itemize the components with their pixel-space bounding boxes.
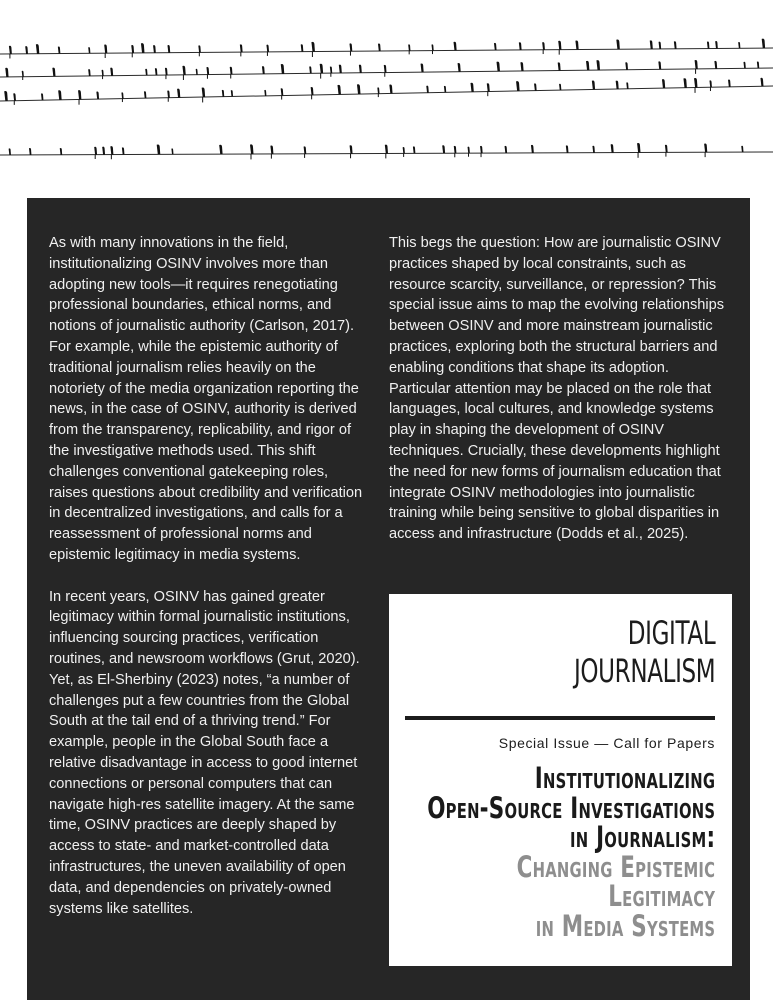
bird-silhouette [206,67,209,75]
journal-name-line-2: JOURNALISM [573,652,715,690]
wire-line [0,86,773,101]
bird-silhouette [78,90,81,99]
bird-silhouette [167,45,170,53]
bird-silhouette [738,42,740,48]
left-paragraph-2: In recent years, OSINV has gained greater legitimacy within formal journalistic institutions, influencing sourcing practices, verification routines, and newsroom workflows (Grut, 2020). Yet, as El-Sherbiny (2023) notes, “a number of challenges put a few countries from the Global South at the tail end of a thriving trend.” For example, people in the Global South face a relative disadvantage in access to good internet connections or personal computers that can navigate high-res satellite imagery. At the same time, OSINV practices are deeply shaped by access to state- and market-controlled data infrastructures, the uneven availability of open data, and dependencies on privately-owned systems like satellites. [49,588,360,917]
bird-silhouette [58,46,61,53]
special-issue-kicker: Special Issue — Call for Papers [498,735,715,751]
bird-silhouette [198,45,201,52]
bird-silhouette [231,90,233,96]
bird-silhouette [625,62,628,70]
bird-silhouette [505,146,508,153]
title-line: Open-Source Investigations [426,790,715,825]
bird-silhouette [542,42,545,50]
bird-silhouette [741,146,743,152]
bird-silhouette [311,42,315,52]
bird-silhouette [155,68,158,75]
bird-silhouette [240,44,243,52]
wire-line [0,48,773,54]
bird-silhouette [104,45,107,54]
bird-silhouette [337,85,340,95]
bird-silhouette [88,69,90,76]
bird-silhouette [131,45,134,53]
bird-silhouette [695,60,698,69]
bird-silhouette [421,63,424,72]
bird-silhouette [714,61,717,69]
bird-silhouette [426,86,429,93]
special-issue-title [426,761,715,943]
bird-silhouette [102,70,104,76]
bird-silhouette [389,85,392,94]
bird-silhouette [9,148,11,155]
bird-silhouette [60,148,62,155]
bird-silhouette [219,145,222,154]
bird-silhouette [586,61,589,70]
bird-silhouette [182,66,185,75]
bird-silhouette [516,81,520,91]
bird-silhouette [122,147,125,154]
subtitle-line: Changing Epistemic [516,849,715,884]
bird-silhouette [222,90,224,97]
bird-silhouette [707,42,709,49]
bird-silhouette [431,44,433,50]
bird-silhouette [52,68,55,77]
bird-silhouette [520,62,523,71]
bird-silhouette [41,93,43,100]
bird-silhouette [377,87,379,93]
bird-silhouette [494,43,497,50]
bird-silhouette [25,46,28,54]
content-panel [27,198,750,1000]
bird-silhouette [58,90,61,100]
title-line: in Journalism: [569,820,715,855]
bird-silhouette [611,144,614,152]
subtitle-line: Legitimacy [607,879,715,914]
bird-silhouette [575,40,578,49]
bird-silhouette [694,78,697,88]
bird-silhouette [760,78,763,86]
bird-silhouette [330,66,332,73]
bird-silhouette [531,145,534,153]
bird-silhouette [110,68,113,76]
bird-silhouette [309,66,311,73]
bird-silhouette [566,145,569,152]
call-for-papers-card [389,594,732,966]
bird-silhouette [728,80,731,87]
bird-silhouette [683,78,686,87]
bird-silhouette [5,68,8,77]
left-paragraph-1: As with many innovations in the field, institutionalizing OSINV involves more than adopting new tools—it requires renegotiating professional boundaries, ethical norms, and notions of journalistic authority (Carlson, 2017). For example, while the epistemic authority of traditional journalism relies heavily on the notoriety of the media organization reporting the news, in the case of OSINV, authority is derived from the transparency, replicability, and rigor of the investigative methods used. This shift challenges conventional gatekeeping roles, raises questions about credibility and verification in decentralized investigations, and calls for a reassessment of professional norms and epistemic legitimacy in media systems. [49,235,363,563]
bird-silhouette [487,83,490,91]
bird-silhouette [592,81,595,90]
bird-silhouette [350,145,353,153]
bird-silhouette [454,42,457,51]
bird-silhouette [559,84,561,90]
bird-silhouette [304,146,307,153]
bird-silhouette [665,145,668,153]
bird-silhouette [36,44,39,54]
bird-silhouette [658,61,661,69]
bird-silhouette [202,87,205,97]
bird-silhouette [339,65,342,73]
bird-silhouette [403,147,405,153]
bird-silhouette [320,64,323,74]
bird-silhouette [88,47,90,53]
bird-silhouette [704,143,707,152]
bird-silhouette [230,67,233,75]
bird-silhouette [637,143,640,152]
bird-silhouette [384,65,387,73]
bird-silhouette [662,79,665,88]
bird-silhouette [468,147,470,154]
bird-silhouette [674,41,677,49]
bird-silhouette [616,39,620,49]
bird-silhouette [311,87,314,95]
title-line: Institutionalizing [534,761,715,795]
bird-silhouette [13,93,16,101]
bird-silhouette [519,42,522,50]
bird-silhouette [558,41,561,50]
bird-silhouette [171,148,173,154]
bird-silhouette [359,65,362,73]
subtitle-line: in Media Systems [535,908,715,943]
bird-silhouette [144,91,146,98]
bird-silhouette [165,68,168,75]
birds-on-wires-illustration [0,0,773,190]
bird-silhouette [592,146,594,153]
bird-silhouette [141,43,145,53]
bird-silhouette [281,64,285,74]
divider [405,716,715,720]
bird-silhouette [357,84,361,94]
bird-silhouette [96,91,99,99]
bird-silhouette [558,62,561,70]
bird-silhouette [167,90,170,97]
bird-silhouette [4,91,8,101]
bird-silhouette [22,71,24,77]
bird-silhouette [650,40,653,49]
bird-silhouette [264,90,266,96]
bird-silhouette [9,46,12,54]
bird-silhouette [596,60,600,70]
bird-silhouette [121,92,123,98]
bird-silhouette [378,43,381,51]
bird-silhouette [458,63,461,72]
bird-silhouette [270,145,273,153]
bird-silhouette [145,69,147,76]
bird-silhouette [616,81,619,89]
bird-silhouette [762,39,765,49]
bird-silhouette [177,89,180,98]
bird-silhouette [496,62,499,72]
bird-silhouette [250,144,254,154]
bird-silhouette [196,69,198,75]
bird-silhouette [385,145,388,154]
journal-logo [574,614,715,690]
bird-silhouette [659,42,662,49]
bird-silhouette [408,44,410,50]
bird-silhouette [29,148,31,155]
bird-silhouette [94,147,97,155]
bird-silhouette [534,83,537,90]
right-column [389,233,731,566]
left-column [49,233,367,940]
bird-silhouette [709,80,711,87]
bird-silhouette [262,66,265,74]
bird-silhouette [157,145,161,155]
bird-silhouette [442,145,445,153]
bird-silhouette [281,88,284,95]
bird-silhouette [413,146,415,153]
bird-silhouette [454,146,457,153]
bird-silhouette [266,45,269,52]
bird-silhouette [743,62,745,69]
right-paragraph-1: This begs the question: How are journalistic OSINV practices shaped by local constraints, such as resource scarcity, surveillance, or repression? This special issue aims to map the evolving relationships between OSINV and more mainstream journalistic practices, exploring both the structural barriers and enabling conditions that shape its adoption. Particular attention may be placed on the role that languages, local cultures, and knowledge systems play in shaping the development of OSINV techniques. Crucially, these developments highlight the need for new forms of journalism education that integrate OSINV methodologies into journalistic training while being sensitive to global disparities in access and infrastructure (Dodds et al., 2025). [389,235,725,543]
bird-silhouette [626,82,628,88]
bird-silhouette [444,86,446,93]
bird-silhouette [153,45,156,53]
journal-name-line-1: DIGITAL [627,614,715,652]
bird-silhouette [301,44,304,51]
bird-silhouette [480,146,483,153]
bird-silhouette [470,83,473,92]
bird-silhouette [715,41,718,48]
bird-silhouette [110,146,113,154]
bird-silhouette [757,61,759,68]
bird-silhouette [102,147,105,155]
bird-silhouette [349,43,352,51]
